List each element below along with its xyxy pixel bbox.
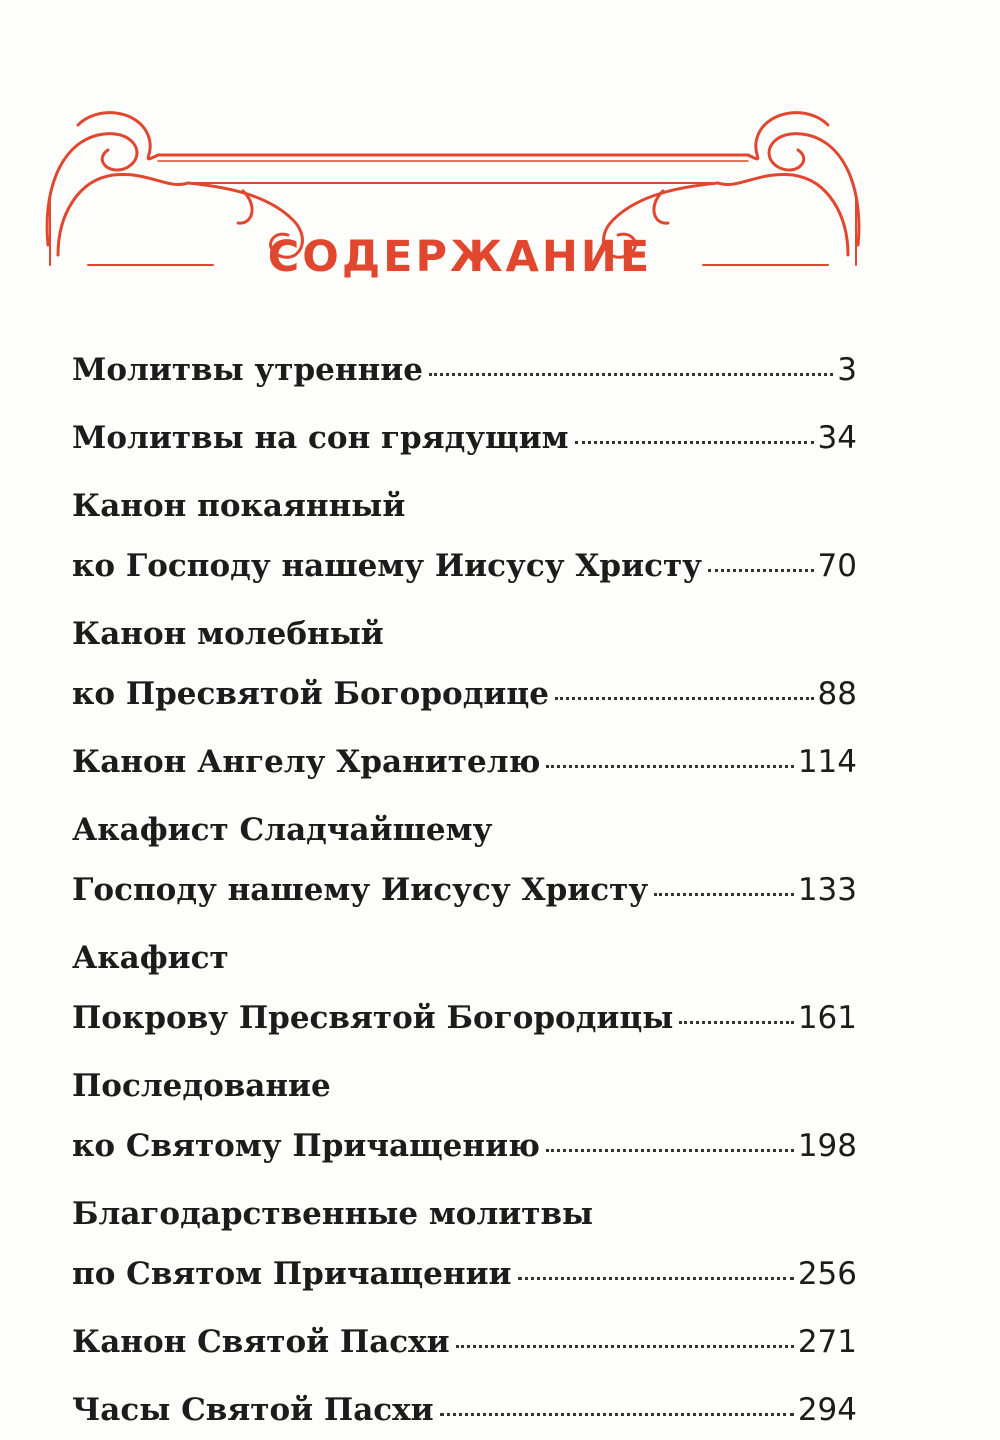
toc-page-number: 294 — [797, 1392, 857, 1428]
toc-entry — [72, 1056, 857, 1176]
toc-entry — [72, 1380, 857, 1440]
dot-leader — [518, 1277, 794, 1280]
dot-leader — [456, 1345, 794, 1348]
dot-leader — [654, 893, 794, 896]
toc-page-number: 70 — [817, 548, 857, 584]
toc-entry — [72, 476, 857, 596]
toc-entry-title-cont: по Святом Причащении — [72, 1256, 512, 1292]
toc-entry-title-cont: ко Святому Причащению — [72, 1128, 540, 1164]
toc-entry — [72, 1184, 857, 1304]
toc-entry-title-cont: ко Пресвятой Богородице — [72, 676, 549, 712]
toc-page-number: 114 — [797, 744, 857, 780]
toc-entry — [72, 800, 857, 920]
toc-page-number: 271 — [797, 1324, 857, 1360]
toc-page-number: 88 — [817, 676, 857, 712]
table-of-contents — [72, 340, 857, 1440]
dot-leader — [429, 373, 833, 376]
toc-entry — [72, 604, 857, 724]
toc-page-number: 161 — [797, 1000, 857, 1036]
dot-leader — [546, 765, 793, 768]
dot-leader — [440, 1413, 794, 1416]
toc-entry-title: Канон Святой Пасхи — [72, 1324, 450, 1360]
dot-leader — [679, 1021, 793, 1024]
toc-entry-title-cont: Покрову Пресвятой Богородицы — [72, 1000, 674, 1036]
toc-page-number: 34 — [817, 420, 857, 456]
toc-entry — [72, 928, 857, 1048]
dot-leader — [546, 1149, 794, 1152]
toc-entry-title: Акафист Сладчайшему — [72, 812, 493, 848]
toc-entry — [72, 732, 857, 792]
toc-page-number: 3 — [837, 352, 857, 388]
toc-entry-title: Молитвы утренние — [72, 352, 424, 388]
toc-entry-title: Благодарственные молитвы — [72, 1196, 594, 1232]
toc-entry — [72, 408, 857, 468]
toc-entry-title: Молитвы на сон грядущим — [72, 420, 569, 456]
dot-leader — [575, 441, 814, 444]
toc-entry — [72, 1312, 857, 1372]
toc-entry-title-cont: Господу нашему Иисусу Христу — [72, 872, 649, 908]
toc-entry-title: Канон покаянный — [72, 488, 406, 524]
toc-entry — [72, 340, 857, 400]
toc-page-number: 133 — [797, 872, 857, 908]
toc-page-number: 198 — [797, 1128, 857, 1164]
toc-entry-title: Часы Святой Пасхи — [72, 1392, 434, 1428]
dot-leader — [708, 569, 814, 572]
toc-entry-title-cont: ко Господу нашему Иисусу Христу — [72, 548, 703, 584]
toc-entry-title: Акафист — [72, 940, 229, 976]
toc-page-number: 256 — [797, 1256, 857, 1292]
page-title: СОДЕРЖАНИЕ — [267, 232, 653, 282]
dot-leader — [555, 697, 814, 700]
toc-entry-title: Последование — [72, 1068, 331, 1104]
toc-entry-title: Канон Ангелу Хранителю — [72, 744, 541, 780]
toc-entry-title: Канон молебный — [72, 616, 384, 652]
